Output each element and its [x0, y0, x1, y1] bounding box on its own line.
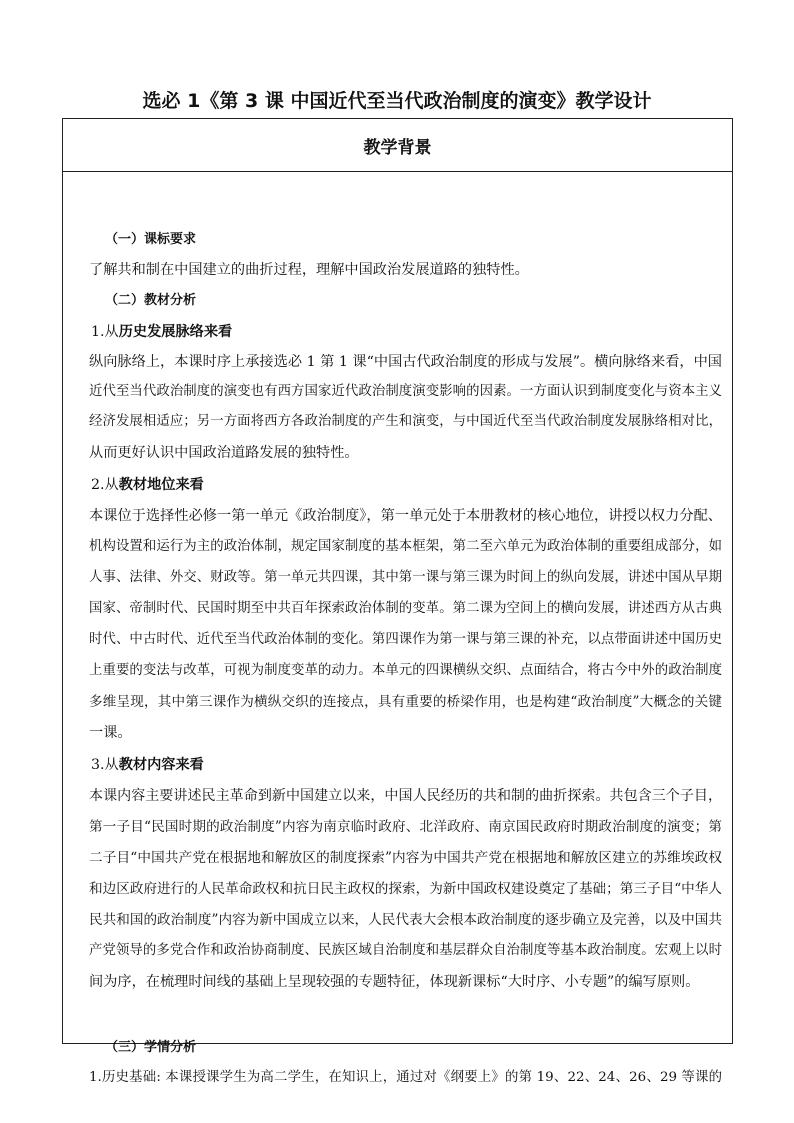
paragraph-line: 纵向脉络上，本课时序上承接选必 1 第 1 课“中国古代政治制度的形成与发展”。横向脉络来看，中国	[89, 354, 722, 370]
paragraph-line: 人事、法律、外交、财政等。第一单元共四课，其中第一课与第三课为时间上的纵向发展，讲述中国从早期	[89, 570, 722, 585]
heading-student-analysis: （三）学情分析	[105, 1040, 197, 1055]
paragraph-line: 机构设置和运行为主的政治体制，规定国家制度的基本框架，第二至六单元为政治体制的重要组成部分，如	[89, 539, 722, 554]
paragraph-line: 一课。	[89, 725, 132, 741]
paragraph-line: 上重要的变法与改革，可视为制度变革的动力。本单元的四课横纵交织、点面结合，将古今中外的政治制度	[89, 663, 722, 678]
subheading-label: 教材内容来看	[118, 757, 204, 773]
paragraph-line: 间为序，在梳理时间线的基础上呈现较强的专题特征，体现新课标“大时序、小专题”的编写原则。	[89, 974, 700, 990]
paragraph-line: 多维呈现，其中第三课作为横纵交织的连接点，具有重要的桥梁作用，也是构建“政治制度”大概念的关键	[89, 694, 722, 710]
paragraph-line: 和边区政府进行的人民革命政权和抗日民主政权的探索，为新中国政权建设奠定了基础；第三子目“中华人	[89, 881, 722, 897]
paragraph-line: 经济发展相适应；另一方面将西方各政治制度的产生和演变，与中国近代至当代政治制度发展脉络相对比，	[89, 414, 722, 429]
paragraph-line: 本课内容主要讲述民主革命到新中国建立以来，中国人民经历的共和制的曲折探索。共包含三个子目，	[89, 788, 722, 804]
heading-textbook-analysis: （二）教材分析	[105, 293, 197, 308]
subheading-label: 教材地位来看	[118, 477, 204, 493]
paragraph-line: 第一子目“民国时期的政治制度”内容为南京临时政府、北洋政府、南京国民政府时期政治制度的演变；第	[89, 819, 722, 835]
paragraph-line: 产党领导的多党合作和政治协商制度、民族区域自治制度和基层群众自治制度等基本政治制度。宏观上以时	[89, 943, 722, 958]
subheading-historical-context	[91, 322, 722, 342]
section-header: 教学背景	[63, 119, 732, 172]
subheading-textbook-content	[91, 755, 722, 775]
paragraph-line: 从而更好认识中国政治道路发展的独特性。	[89, 445, 359, 461]
paragraph-line: 近代至当代政治制度的演变也有西方国家近代政治制度演变影响的因素。一方面认识到制度变化与资本主义	[89, 384, 722, 399]
teaching-background-table	[62, 118, 733, 1085]
heading-curriculum-standard: （一）课标要求	[105, 232, 197, 247]
subheading-number: 2.从	[91, 477, 119, 493]
paragraph-line: 国家、帝制时代、民国时期至中共百年探索政治体制的变革。第二课为空间上的横向发展，讲述西方从古典	[89, 601, 722, 616]
paragraph-line: 时代、中古时代、近代至当代政治体制的变化。第四课作为第一课与第三课的补充，以点带面讲述中国历史	[89, 632, 722, 647]
paragraph-line: 1.历史基础: 本课授课学生为高二学生，在知识上，通过对《纲要上》的第 19、22、24、26、29 等课的	[89, 1070, 722, 1085]
paragraph-line: 二子目“中国共产党在根据地和解放区的制度探索”内容为中国共产党在根据地和解放区建立的苏维埃政权	[89, 850, 722, 866]
paragraph-line: 本课位于选择性必修一第一单元《政治制度》，第一单元处于本册教材的核心地位，讲授以权力分配、	[89, 508, 722, 524]
subheading-number: 1.从	[91, 324, 119, 340]
curriculum-standard-text: 了解共和制在中国建立的曲折过程，理解中国政治发展道路的独特性。	[89, 262, 529, 278]
subheading-number: 3.从	[91, 757, 119, 773]
subheading-label: 历史发展脉络来看	[118, 324, 233, 340]
paragraph-line: 民共和国的政治制度”内容为新中国成立以来，人民代表大会根本政治制度的逐步确立及完善，以及中国共	[89, 912, 722, 928]
subheading-textbook-position	[91, 475, 722, 495]
document-title: 选必 1《第 3 课 中国近代至当代政治制度的演变》教学设计	[142, 90, 652, 112]
